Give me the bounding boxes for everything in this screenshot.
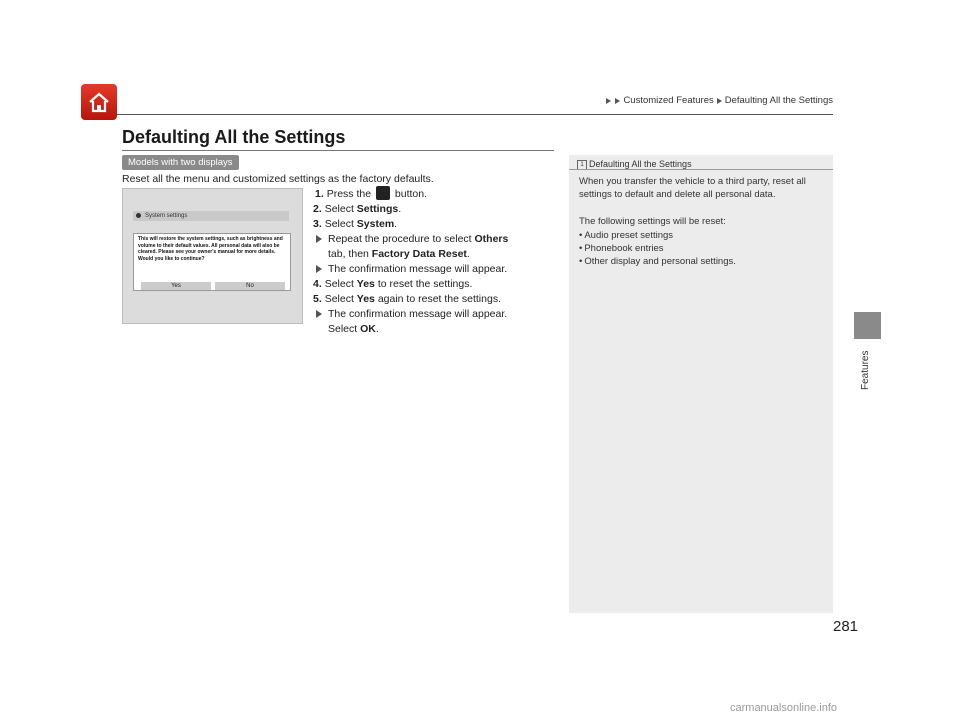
step-2: 2. Select Settings. bbox=[313, 203, 402, 215]
home-button[interactable] bbox=[81, 84, 117, 120]
breadcrumb-arrow-icon bbox=[615, 98, 620, 104]
section-tab-marker bbox=[854, 312, 881, 339]
breadcrumb-arrow-icon bbox=[606, 98, 611, 104]
arrow-right-icon bbox=[316, 235, 322, 243]
screen-illustration bbox=[122, 188, 303, 324]
model-badge: Models with two displays bbox=[122, 155, 239, 170]
steps-list bbox=[313, 187, 553, 337]
sidebar-notes bbox=[569, 155, 833, 613]
home-icon bbox=[87, 91, 111, 113]
intro-text: Reset all the menu and customized settings as the factory defaults. bbox=[122, 173, 434, 185]
page-number: 281 bbox=[833, 618, 859, 635]
arrow-right-icon bbox=[316, 265, 322, 273]
step-5-sub-1: The confirmation message will appear. Select OK. bbox=[313, 307, 553, 337]
dialog-yes-button: Yes bbox=[141, 282, 211, 290]
screen-titlebar bbox=[133, 211, 289, 221]
sidebar-paragraph: When you transfer the vehicle to a third party, reset all settings to default and delete all personal data. bbox=[579, 176, 806, 201]
breadcrumb-arrow-icon bbox=[717, 98, 722, 104]
step-1: 1. Press the button. bbox=[315, 188, 428, 200]
header-divider bbox=[117, 114, 833, 115]
sidebar-body bbox=[579, 175, 825, 269]
screen-title: System settings bbox=[145, 213, 188, 219]
list-item: • Other display and personal settings. bbox=[579, 255, 825, 268]
step-4: 4. Select Yes to reset the settings. bbox=[313, 278, 473, 290]
sidebar-paragraph: The following settings will be reset: bbox=[579, 216, 726, 228]
sidebar-heading: 1 Defaulting All the Settings bbox=[577, 159, 692, 170]
list-item: • Audio preset settings bbox=[579, 229, 825, 242]
title-divider bbox=[122, 150, 554, 151]
arrow-right-icon bbox=[316, 310, 322, 318]
section-tab-label: Features bbox=[860, 350, 871, 390]
step-3-sub-1: Repeat the procedure to select Others tab, then Factory Data Reset. bbox=[313, 232, 553, 262]
breadcrumb-item[interactable]: Customized Features bbox=[623, 95, 714, 106]
breadcrumb bbox=[605, 95, 833, 106]
watermark: carmanualsonline.info bbox=[730, 702, 838, 714]
step-3: 3. Select System. bbox=[313, 218, 398, 230]
dialog-message: This will restore the system settings, such as brightness and volume to their default values. All personal data will also be cleared. Please see your owner's manual for more details. Would you like to continue? bbox=[138, 236, 283, 262]
dialog-no-button: No bbox=[215, 282, 285, 290]
reference-number-icon: 1 bbox=[577, 160, 587, 170]
sidebar-divider bbox=[569, 169, 833, 170]
settings-dot-icon bbox=[136, 213, 141, 218]
list-item: • Phonebook entries bbox=[579, 242, 825, 255]
step-5: 5. Select Yes again to reset the settings. bbox=[313, 293, 501, 305]
page-title: Defaulting All the Settings bbox=[122, 127, 346, 147]
step-3-sub-2: The confirmation message will appear. bbox=[313, 262, 553, 277]
breadcrumb-item: Defaulting All the Settings bbox=[724, 95, 833, 106]
menu-grid-icon bbox=[376, 186, 390, 200]
